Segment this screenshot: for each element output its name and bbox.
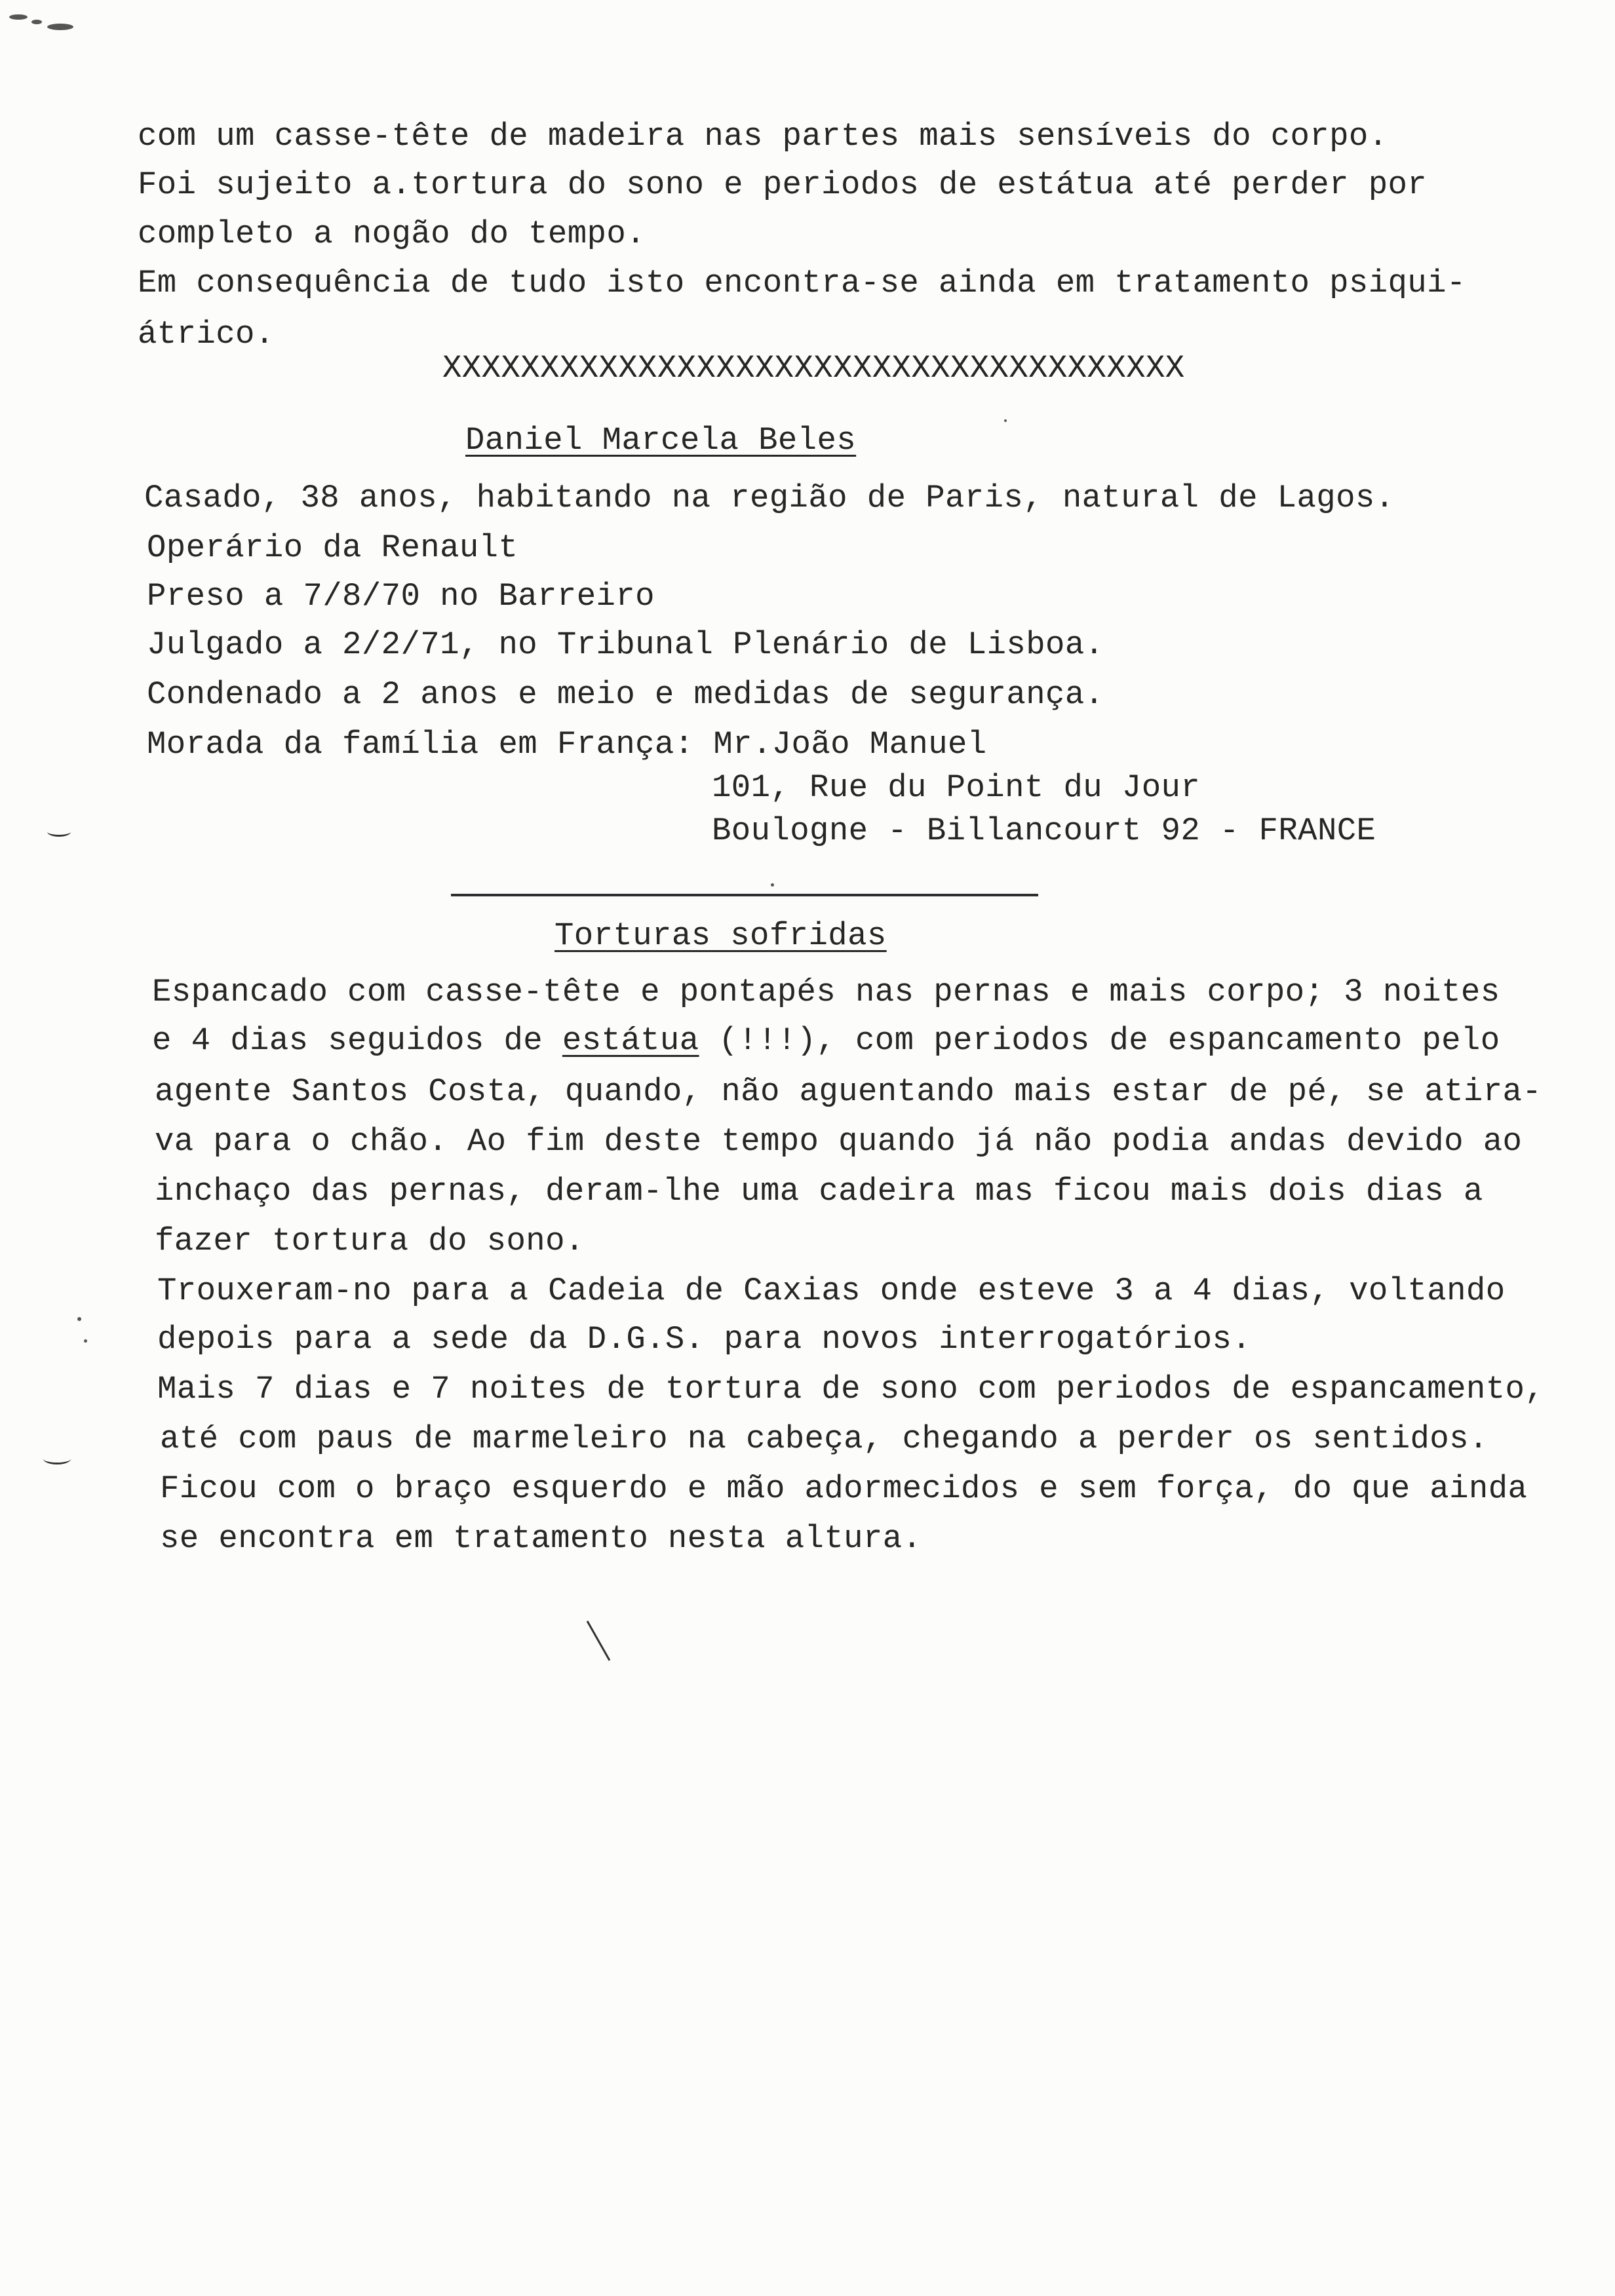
body-text-line: Foi sujeito a.tortura do sono e periodos de estátua até perder por [138, 166, 1428, 203]
tortures-text-line: Trouxeram-no para a Cadeia de Caxias onde esteve 3 a 4 dias, voltando [157, 1272, 1506, 1309]
section-divider [451, 894, 1038, 896]
body-text-line: átrico. [138, 316, 275, 353]
body-text-line: com um casse-tête de madeira nas partes mais sensíveis do corpo. [138, 118, 1388, 155]
scan-speck [47, 24, 73, 30]
scan-mark [43, 1453, 71, 1464]
family-address-label: Morada da família em França: Mr.João Manuel [147, 726, 987, 763]
tortures-text-line: depois para a sede da D.G.S. para novos interrogatórios. [157, 1321, 1252, 1358]
underlined-word: estátua [562, 1022, 699, 1059]
person-detail-line: Condenado a 2 anos e meio e medidas de segurança. [147, 676, 1104, 713]
person-name-heading: Daniel Marcela Beles [465, 422, 857, 459]
address-line: 101, Rue du Point du Jour [712, 769, 1201, 806]
person-detail-line: Operário da Renault [147, 529, 518, 566]
person-detail-line: Preso a 7/8/70 no Barreiro [147, 578, 655, 615]
text-fragment: (!!!), com periodos de espancamento pelo [699, 1022, 1500, 1059]
scan-speck [1004, 419, 1007, 422]
tortures-text-line: va para o chão. Ao fim deste tempo quando já não podia andas devido ao [155, 1123, 1523, 1160]
person-detail-line: Casado, 38 anos, habitando na região de Paris, natural de Lagos. [144, 480, 1395, 516]
tortures-heading: Torturas sofridas [555, 917, 887, 954]
address-line: Boulogne - Billancourt 92 - FRANCE [712, 813, 1376, 849]
tortures-text-line: até com paus de marmeleiro na cabeça, chegando a perder os sentidos. [160, 1421, 1489, 1457]
x-separator: XXXXXXXXXXXXXXXXXXXXXXXXXXXXXXXXXXXXXX [442, 350, 1185, 387]
stray-stroke-mark [583, 1618, 616, 1664]
tortures-text-line [152, 1021, 1500, 1060]
scan-speck [84, 1339, 87, 1343]
scan-mark [47, 827, 71, 837]
tortures-text-line: Ficou com o braço esquerdo e mão adormecidos e sem força, do que ainda [160, 1470, 1528, 1507]
tortures-text-line: Mais 7 dias e 7 noites de tortura de sono com periodos de espancamento, [157, 1371, 1545, 1407]
scan-speck [9, 14, 28, 20]
text-fragment: e 4 dias seguidos de [152, 1022, 562, 1059]
tortures-text-line: fazer tortura do sono. [155, 1223, 585, 1259]
scan-speck [31, 20, 42, 24]
body-text-line: completo a nogão do tempo. [138, 216, 646, 252]
scan-speck [771, 883, 774, 887]
tortures-text-line: se encontra em tratamento nesta altura. [160, 1520, 922, 1557]
scan-speck [77, 1317, 81, 1321]
tortures-text-line: inchaço das pernas, deram-lhe uma cadeira mas ficou mais dois dias a [155, 1173, 1483, 1210]
tortures-text-line: agente Santos Costa, quando, não aguentando mais estar de pé, se atira- [155, 1073, 1542, 1110]
body-text-line: Em consequência de tudo isto encontra-se ainda em tratamento psiqui- [138, 265, 1466, 301]
tortures-text-line: Espancado com casse-tête e pontapés nas pernas e mais corpo; 3 noites [152, 974, 1500, 1010]
person-detail-line: Julgado a 2/2/71, no Tribunal Plenário de Lisboa. [147, 626, 1104, 663]
